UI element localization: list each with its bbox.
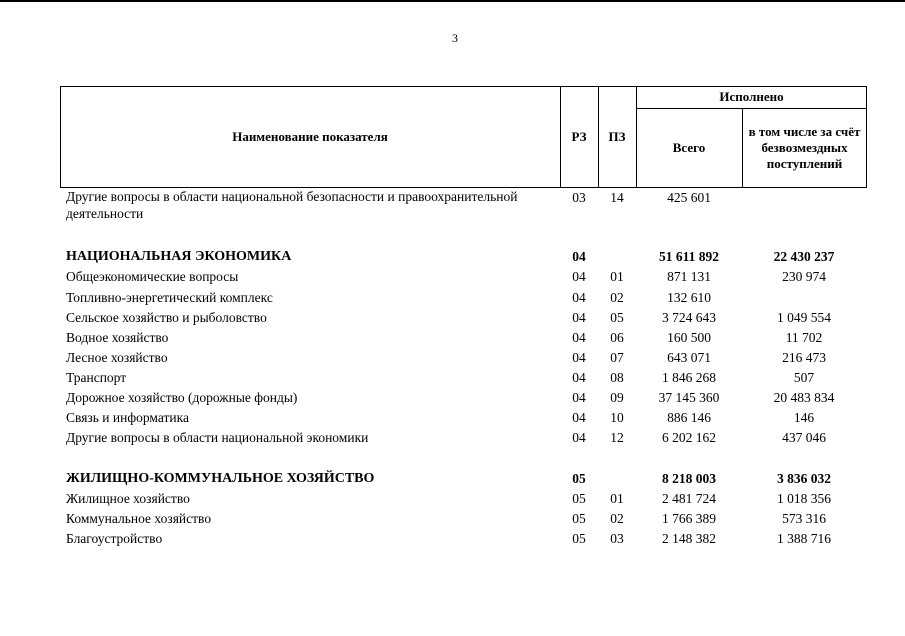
table-row bbox=[0, 368, 905, 388]
row-total: 51 611 892 bbox=[658, 249, 719, 264]
row-total: 1 766 389 bbox=[662, 511, 716, 526]
row-pz: 08 bbox=[610, 370, 624, 385]
row-gratis: 437 046 bbox=[782, 430, 826, 445]
row-rz: 04 bbox=[572, 290, 586, 305]
row-rz: 04 bbox=[572, 390, 586, 405]
table-row bbox=[0, 388, 905, 408]
row-gratis: 22 430 237 bbox=[773, 249, 835, 264]
row-rz: 04 bbox=[572, 310, 586, 325]
row-rz: 04 bbox=[572, 370, 586, 385]
row-name: Связь и информатика bbox=[66, 410, 189, 425]
table-row bbox=[0, 529, 905, 549]
row-gratis: 230 974 bbox=[782, 269, 826, 284]
row-name: Жилищное хозяйство bbox=[66, 491, 190, 506]
header-rz: РЗ bbox=[571, 129, 587, 144]
header-pz: ПЗ bbox=[608, 129, 626, 144]
row-total: 1 846 268 bbox=[662, 370, 716, 385]
row-rz: 05 bbox=[572, 511, 586, 526]
row-name: Сельское хозяйство и рыболовство bbox=[66, 310, 267, 325]
row-name: Лесное хозяйство bbox=[66, 350, 168, 365]
header-name: Наименование показателя bbox=[232, 129, 388, 144]
header-total: Всего bbox=[672, 140, 706, 155]
row-name: Другие вопросы в области национальной экономики bbox=[66, 430, 369, 445]
row-gratis: 507 bbox=[793, 370, 815, 385]
row-gratis: 573 316 bbox=[782, 511, 826, 526]
row-name: Коммунальное хозяйство bbox=[66, 511, 212, 526]
row-pz: 06 bbox=[610, 330, 624, 345]
row-rz: 04 bbox=[572, 410, 586, 425]
row-pz: 03 bbox=[610, 531, 624, 546]
table-row bbox=[0, 348, 905, 368]
table-row bbox=[0, 489, 905, 509]
top-border-line bbox=[0, 0, 905, 2]
row-name: Благоустройство bbox=[66, 531, 163, 546]
row-gratis: 1 049 554 bbox=[777, 310, 831, 325]
table-row bbox=[0, 428, 905, 448]
row-pz: 02 bbox=[610, 290, 624, 305]
row-name: Общеэкономические вопросы bbox=[66, 269, 239, 284]
table-row bbox=[0, 469, 905, 489]
row-pz: 14 bbox=[610, 190, 624, 205]
row-rz: 04 bbox=[572, 330, 586, 345]
table-row bbox=[0, 408, 905, 428]
row-total: 160 500 bbox=[667, 330, 711, 345]
row-total: 8 218 003 bbox=[662, 471, 716, 486]
row-name: Дорожное хозяйство (дорожные фонды) bbox=[66, 390, 298, 405]
row-total: 132 610 bbox=[667, 290, 711, 305]
row-pz: 10 bbox=[610, 410, 624, 425]
row-pz: 07 bbox=[610, 350, 624, 365]
row-rz: 03 bbox=[572, 190, 586, 205]
header-gratis: в том числе за счёт безвозмездных поступлений bbox=[748, 124, 861, 171]
row-total: 37 145 360 bbox=[658, 390, 720, 405]
row-gratis: 1 018 356 bbox=[777, 491, 831, 506]
row-gratis: 11 702 bbox=[785, 330, 823, 345]
table-row bbox=[0, 288, 905, 308]
row-pz: 05 bbox=[610, 310, 624, 325]
row-name: Водное хозяйство bbox=[66, 330, 169, 345]
header-executed: Исполнено bbox=[719, 89, 784, 104]
table-row bbox=[0, 247, 905, 267]
row-pz: 02 bbox=[610, 511, 624, 526]
row-total: 6 202 162 bbox=[662, 430, 716, 445]
table-row bbox=[0, 267, 905, 287]
row-pz: 01 bbox=[610, 491, 624, 506]
table-row bbox=[0, 509, 905, 529]
row-name: НАЦИОНАЛЬНАЯ ЭКОНОМИКА bbox=[66, 249, 292, 264]
row-pz: 12 bbox=[610, 430, 624, 445]
row-name: Другие вопросы в области национальной безопасности и правоохранительной деятельности bbox=[66, 189, 518, 221]
row-name: Топливно-энергетический комплекс bbox=[66, 290, 273, 305]
row-rz: 04 bbox=[572, 249, 586, 264]
row-gratis: 1 388 716 bbox=[777, 531, 831, 546]
row-pz: 09 bbox=[610, 390, 624, 405]
row-gratis: 216 473 bbox=[782, 350, 826, 365]
row-rz: 04 bbox=[572, 269, 586, 284]
row-total: 3 724 643 bbox=[662, 310, 716, 325]
row-rz: 05 bbox=[572, 491, 586, 506]
row-total: 425 601 bbox=[667, 190, 711, 205]
row-name: ЖИЛИЩНО-КОММУНАЛЬНОЕ ХОЗЯЙСТВО bbox=[66, 471, 375, 486]
row-total: 886 146 bbox=[667, 410, 711, 425]
row-rz: 04 bbox=[572, 430, 586, 445]
table-row bbox=[0, 188, 905, 221]
row-total: 871 131 bbox=[667, 269, 711, 284]
row-total: 2 481 724 bbox=[662, 491, 716, 506]
row-rz: 05 bbox=[572, 531, 586, 546]
row-gratis: 146 bbox=[793, 410, 815, 425]
page-number: 3 bbox=[452, 31, 458, 45]
row-rz: 05 bbox=[572, 471, 586, 486]
row-name: Транспорт bbox=[66, 370, 127, 385]
row-gratis: 3 836 032 bbox=[777, 471, 831, 486]
table-row bbox=[0, 308, 905, 328]
row-pz: 01 bbox=[610, 269, 624, 284]
table-row bbox=[0, 328, 905, 348]
row-gratis: 20 483 834 bbox=[773, 390, 835, 405]
row-rz: 04 bbox=[572, 350, 586, 365]
row-total: 643 071 bbox=[667, 350, 711, 365]
row-total: 2 148 382 bbox=[662, 531, 716, 546]
